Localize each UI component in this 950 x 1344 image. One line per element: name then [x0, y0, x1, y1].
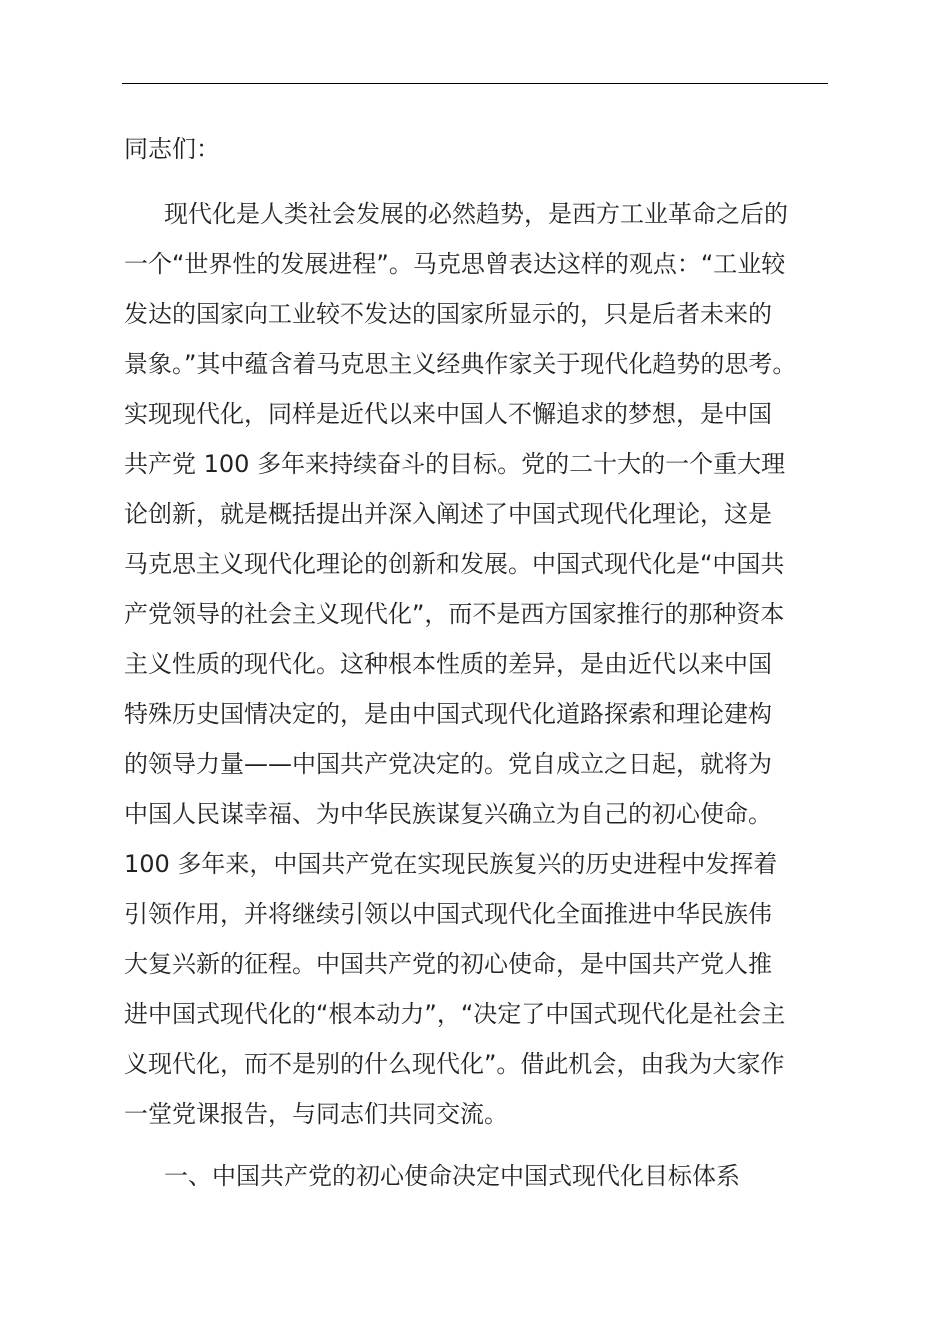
- paragraph-line: 景象。”其中蕴含着马克思主义经典作家关于现代化趋势的思考。: [124, 350, 797, 378]
- body-paragraph: [124, 196, 828, 1146]
- paragraph-line: 实现现代化，同样是近代以来中国人不懈追求的梦想，是中国: [124, 400, 772, 428]
- paragraph-line: 共产党 100 多年来持续奋斗的目标。党的二十大的一个重大理: [124, 450, 786, 478]
- paragraph-line: 一个“世界性的发展进程”。马克思曾表达这样的观点：“工业较: [124, 250, 786, 278]
- paragraph-line: 马克思主义现代化理论的创新和发展。中国式现代化是“中国共: [124, 550, 785, 578]
- paragraph-line: 引领作用，并将继续引领以中国式现代化全面推进中华民族伟: [124, 900, 772, 928]
- paragraph-line: 大复兴新的征程。中国共产党的初心使命，是中国共产党人推: [124, 950, 772, 978]
- salutation: 同志们：: [124, 135, 220, 163]
- paragraph-line: 义现代化，而不是别的什么现代化”。借此机会，由我为大家作: [124, 1050, 785, 1078]
- paragraph-line: 的领导力量——中国共产党决定的。党自成立之日起，就将为: [124, 750, 772, 778]
- paragraph-line: 特殊历史国情决定的，是由中国式现代化道路探索和理论建构: [124, 700, 772, 728]
- header-rule: [122, 83, 828, 84]
- paragraph-line: 主义性质的现代化。这种根本性质的差异，是由近代以来中国: [124, 650, 772, 678]
- paragraph-line: 论创新，就是概括提出并深入阐述了中国式现代化理论，这是: [124, 500, 772, 528]
- section-heading: 一、中国共产党的初心使命决定中国式现代化目标体系: [164, 1162, 740, 1190]
- paragraph-line: 发达的国家向工业较不发达的国家所显示的，只是后者未来的: [124, 300, 772, 328]
- paragraph-line: 中国人民谋幸福、为中华民族谋复兴确立为自己的初心使命。: [124, 800, 772, 828]
- paragraph-line: 产党领导的社会主义现代化”，而不是西方国家推行的那种资本: [124, 600, 785, 628]
- paragraph-line: 现代化是人类社会发展的必然趋势，是西方工业革命之后的: [164, 200, 788, 228]
- paragraph-line: 100 多年来，中国共产党在实现民族复兴的历史进程中发挥着: [124, 850, 778, 878]
- paragraph-line: 一堂党课报告，与同志们共同交流。: [124, 1100, 508, 1128]
- paragraph-line: 进中国式现代化的“根本动力”，“决定了中国式现代化是社会主: [124, 1000, 786, 1028]
